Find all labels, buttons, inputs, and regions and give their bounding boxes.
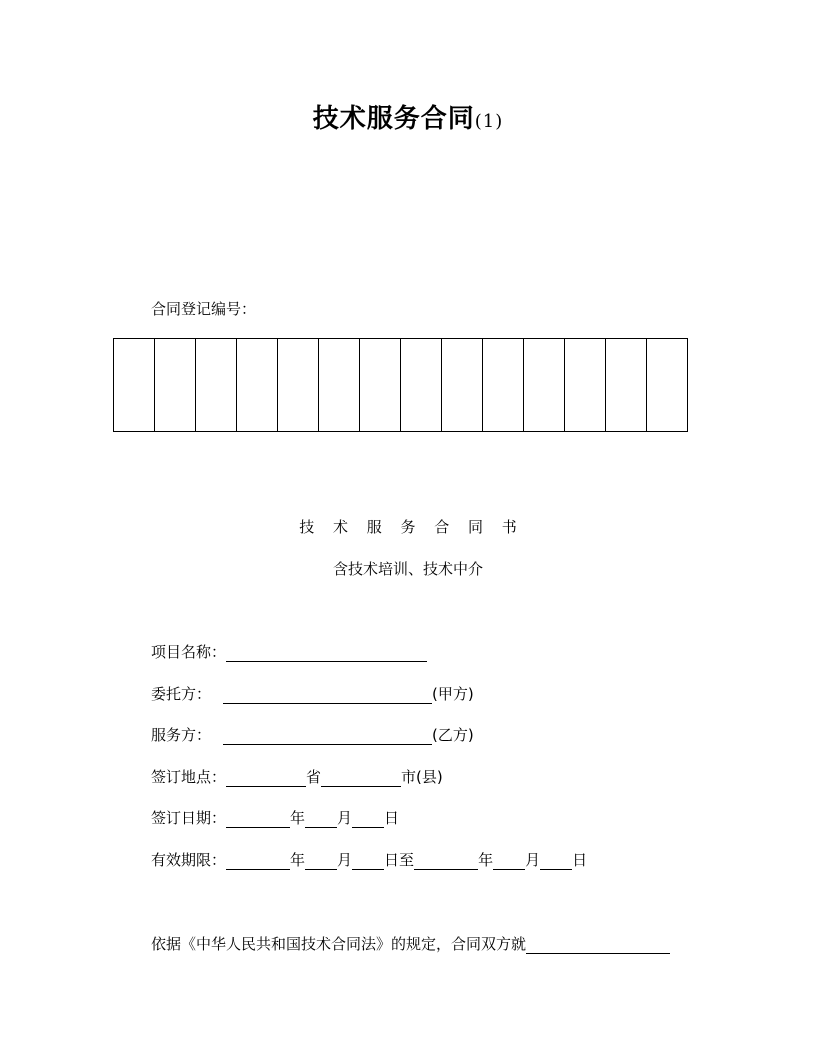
province-blank[interactable] xyxy=(226,770,306,787)
location-field xyxy=(151,766,443,787)
start-month-blank[interactable] xyxy=(305,853,337,870)
end-day-blank[interactable] xyxy=(540,853,572,870)
start-day-blank[interactable] xyxy=(352,853,384,870)
start-month-unit: 月 xyxy=(337,851,353,869)
registration-number-grid xyxy=(113,338,688,432)
registration-digit-box[interactable] xyxy=(278,339,319,432)
registration-digit-box[interactable] xyxy=(483,339,524,432)
registration-digit-box[interactable] xyxy=(565,339,606,432)
registration-digit-box[interactable] xyxy=(196,339,237,432)
registration-digit-box[interactable] xyxy=(360,339,401,432)
signing-date-field xyxy=(151,807,399,828)
document-title xyxy=(0,98,816,135)
title-suffix: (1) xyxy=(474,111,504,132)
title-text: 技术服务合同 xyxy=(312,104,475,134)
validity-label: 有效期限： xyxy=(151,851,227,869)
start-year-unit: 年 xyxy=(290,851,306,869)
registration-digit-box[interactable] xyxy=(237,339,278,432)
registration-label: 合同登记编号： xyxy=(151,300,257,318)
registration-digit-box[interactable] xyxy=(155,339,196,432)
provider-suffix: (乙方) xyxy=(432,726,474,744)
end-day-unit: 日 xyxy=(572,851,588,869)
start-year-blank[interactable] xyxy=(226,853,290,870)
contract-subtitle: 技 术 服 务 合 同 书 xyxy=(299,518,517,536)
start-day-to: 日至 xyxy=(384,851,415,869)
project-name-field xyxy=(151,641,427,662)
signing-date-label: 签订日期： xyxy=(151,809,227,827)
registration-digit-box[interactable] xyxy=(114,339,155,432)
signing-year-unit: 年 xyxy=(290,809,306,827)
registration-digit-box[interactable] xyxy=(401,339,442,432)
client-suffix: (甲方) xyxy=(432,685,474,703)
registration-digit-box[interactable] xyxy=(319,339,360,432)
signing-day-unit: 日 xyxy=(384,809,400,827)
registration-digit-box[interactable] xyxy=(647,339,688,432)
client-field xyxy=(151,683,474,704)
location-label: 签订地点： xyxy=(151,768,227,786)
legal-basis-paragraph xyxy=(151,933,670,954)
signing-year-blank[interactable] xyxy=(226,811,290,828)
validity-term-field xyxy=(151,849,587,870)
signing-day-blank[interactable] xyxy=(352,811,384,828)
city-blank[interactable] xyxy=(321,770,401,787)
legal-basis-text: 依据《中华人民共和国技术合同法》的规定，合同双方就 xyxy=(151,935,527,953)
provider-label: 服务方： xyxy=(151,726,212,744)
end-year-unit: 年 xyxy=(478,851,494,869)
city-unit: 市(县) xyxy=(401,768,443,786)
registration-digit-box[interactable] xyxy=(442,339,483,432)
client-label: 委托方： xyxy=(151,685,212,703)
project-name-label: 项目名称： xyxy=(151,643,227,661)
client-blank[interactable] xyxy=(223,687,432,704)
registration-digit-box[interactable] xyxy=(606,339,647,432)
end-year-blank[interactable] xyxy=(414,853,478,870)
provider-field xyxy=(151,724,474,745)
end-month-blank[interactable] xyxy=(493,853,525,870)
legal-basis-blank[interactable] xyxy=(526,937,670,954)
project-name-blank[interactable] xyxy=(226,645,427,662)
end-month-unit: 月 xyxy=(525,851,541,869)
contract-subtitle-note: 含技术培训、技术中介 xyxy=(332,560,483,578)
province-unit: 省 xyxy=(306,768,322,786)
provider-blank[interactable] xyxy=(223,728,432,745)
signing-month-unit: 月 xyxy=(337,809,353,827)
registration-digit-box[interactable] xyxy=(524,339,565,432)
signing-month-blank[interactable] xyxy=(305,811,337,828)
